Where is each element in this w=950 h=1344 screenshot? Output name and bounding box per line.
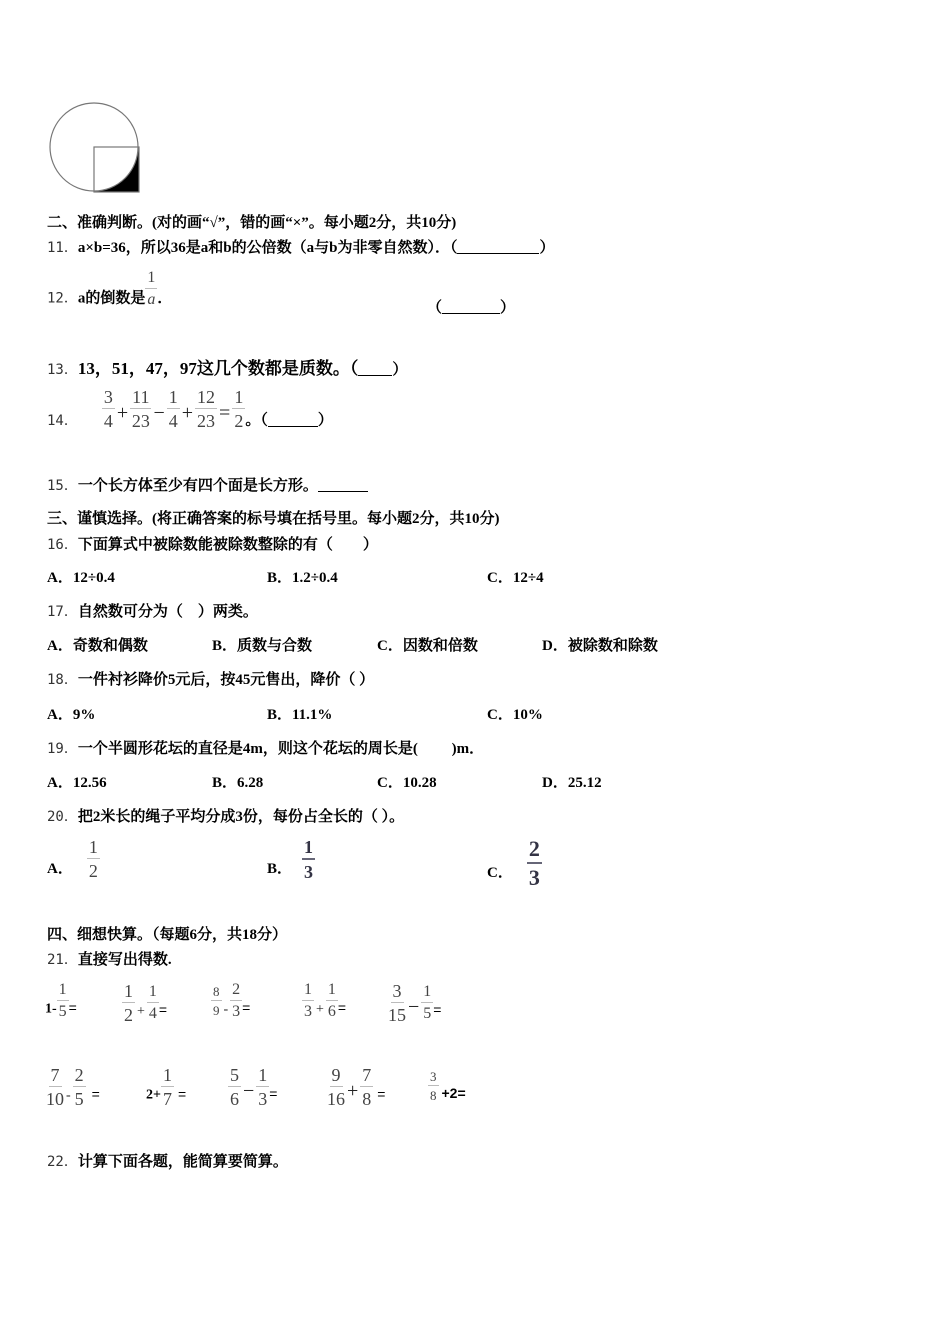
question-text: 直接写出得数.	[77, 952, 172, 968]
option-d[interactable]: D．被除数和除数	[542, 638, 658, 654]
question-13: 13．13，51，47，97这几个数都是质数。（ ）	[47, 359, 408, 378]
question-number: 14．	[47, 412, 78, 429]
circle-square-figure-icon	[48, 102, 142, 194]
question-text: 13，51，47，97这几个数都是质数。（	[77, 359, 359, 378]
question-number: 15．	[47, 478, 78, 494]
answer-blank[interactable]	[358, 362, 392, 376]
option-a[interactable]: A．奇数和偶数	[47, 638, 148, 654]
question-14: 14． $\frac{3}{4}$ + $\frac{11}{23}$ − $\frac{1}{4}$ + $\frac{12}{23}$ = $\frac{1}{2}$ 。（ ）	[47, 387, 333, 431]
fraction: $\frac{1}{3}$	[304, 837, 314, 882]
option-b[interactable]: B．11.1%	[267, 707, 333, 723]
calc-item[interactable]: 1- $\frac{1}{5}$ =	[45, 981, 77, 1020]
question-text: 一个长方体至少有四个面是长方形。	[77, 478, 318, 494]
answer-blank[interactable]	[318, 478, 368, 492]
question-text: 计算下面各题，能简算要简算。	[77, 1154, 288, 1170]
question-12: 12．a的倒数是 $\frac{1}{a}$ ． （ ）	[47, 269, 516, 316]
question-text: a×b=36，所以36是a和b的公倍数（a与b为非零自然数）．（	[77, 240, 458, 256]
calc-item[interactable]: $\frac{8}{9}$ - $\frac{2}{3}$ =	[213, 981, 251, 1020]
fraction: $\frac{1}{a}$	[147, 269, 156, 308]
answer-blank[interactable]	[442, 300, 500, 314]
option-a[interactable]: A． $\frac{1}{2}$	[47, 837, 98, 881]
option-c[interactable]: C． $\frac{2}{3}$	[487, 836, 540, 890]
calc-item[interactable]: $\frac{5}{6}$ − $\frac{1}{3}$ =	[230, 1065, 278, 1109]
calc-item[interactable]: $\frac{1}{3}$ + $\frac{1}{6}$ =	[304, 981, 347, 1020]
question-15	[47, 474, 368, 495]
fraction: $\frac{2}{3}$	[528, 836, 540, 890]
question-text: 把2米长的绳子平均分成3份，每份占全长的（ ）。	[77, 809, 405, 825]
option-c[interactable]: C．因数和倍数	[377, 638, 478, 654]
fraction: $\frac{11}{23}$	[131, 387, 150, 431]
question-20: 20．把2米长的绳子平均分成3份，每份占全长的（ ）。	[47, 809, 405, 825]
question-11: 11．a×b=36，所以36是a和b的公倍数（a与b为非零自然数）．（ ）	[47, 240, 555, 256]
question-21: 21．直接写出得数.	[47, 952, 172, 968]
option-d[interactable]: D．25.12	[542, 775, 602, 791]
calc-item[interactable]: 2+ $\frac{1}{7}$ =	[146, 1065, 187, 1109]
calc-item[interactable]: $\frac{3}{15}$ − $\frac{1}{5}$ =	[388, 981, 442, 1025]
section-2-heading: 二、准确判断。(对的画“√”，错的画“×”。每小题2分，共10分)	[47, 215, 457, 231]
option-c[interactable]: C．12÷4	[487, 570, 544, 586]
question-number: 12．	[47, 290, 78, 307]
fraction: $\frac{3}{4}$	[103, 387, 113, 431]
question-number: 13．	[47, 362, 78, 378]
fraction: $\frac{1}{4}$	[168, 387, 178, 431]
option-b[interactable]: B． $\frac{1}{3}$	[267, 837, 314, 882]
calc-item[interactable]: $\frac{7}{10}$ - $\frac{2}{5}$ =	[46, 1065, 100, 1109]
option-b[interactable]: B．6.28	[212, 775, 264, 791]
option-c[interactable]: C．10%	[487, 707, 543, 723]
question-22: 22．计算下面各题，能简算要简算。	[47, 1154, 288, 1170]
question-17: 17．自然数可分为（ ）两类。	[47, 604, 258, 620]
question-text: 自然数可分为（ ）两类。	[77, 604, 258, 620]
answer-blank[interactable]	[268, 413, 318, 427]
calc-item[interactable]: $\frac{1}{2}$ + $\frac{1}{4}$ =	[124, 981, 168, 1025]
option-a[interactable]: A．12.56	[47, 775, 107, 791]
answer-blank[interactable]	[457, 240, 539, 254]
fraction: $\frac{12}{23}$	[197, 387, 216, 431]
option-c[interactable]: C．10.28	[377, 775, 437, 791]
calc-item[interactable]: $\frac{9}{16}$ + $\frac{7}{8}$ =	[327, 1065, 386, 1109]
question-text: 一件衬衫降价5元后，按45元售出，降价（ ）	[77, 672, 375, 688]
geometry-figure	[48, 102, 142, 199]
question-19: 19．一个半圆形花坛的直径是4m，则这个花坛的周长是( )m．	[47, 741, 485, 757]
question-text: 下面算式中被除数能被除数整除的有（ ）	[77, 537, 378, 553]
question-number: 11．	[47, 240, 78, 256]
option-a[interactable]: A．9%	[47, 707, 96, 723]
question-18: 18．一件衬衫降价5元后，按45元售出，降价（ ）	[47, 672, 375, 688]
option-b[interactable]: B．质数与合数	[212, 638, 313, 654]
fraction: $\frac{1}{2}$	[234, 387, 244, 431]
question-16: 16．下面算式中被除数能被除数整除的有（ ）	[47, 537, 378, 553]
option-a[interactable]: A．12÷0.4	[47, 570, 115, 586]
fraction: $\frac{1}{2}$	[88, 837, 98, 881]
question-text: 一个半圆形花坛的直径是4m，则这个花坛的周长是( )m．	[77, 741, 485, 757]
option-b[interactable]: B．1.2÷0.4	[267, 570, 338, 586]
question-text: a的倒数是	[77, 290, 146, 307]
section-4-heading: 四、细想快算。（每题6分，共18分）	[47, 927, 288, 943]
calc-item[interactable]: $\frac{3}{8}$ +2=	[430, 1069, 466, 1103]
section-3-heading: 三、谨慎选择。(将正确答案的标号填在括号里。每小题2分，共10分)	[47, 511, 500, 527]
